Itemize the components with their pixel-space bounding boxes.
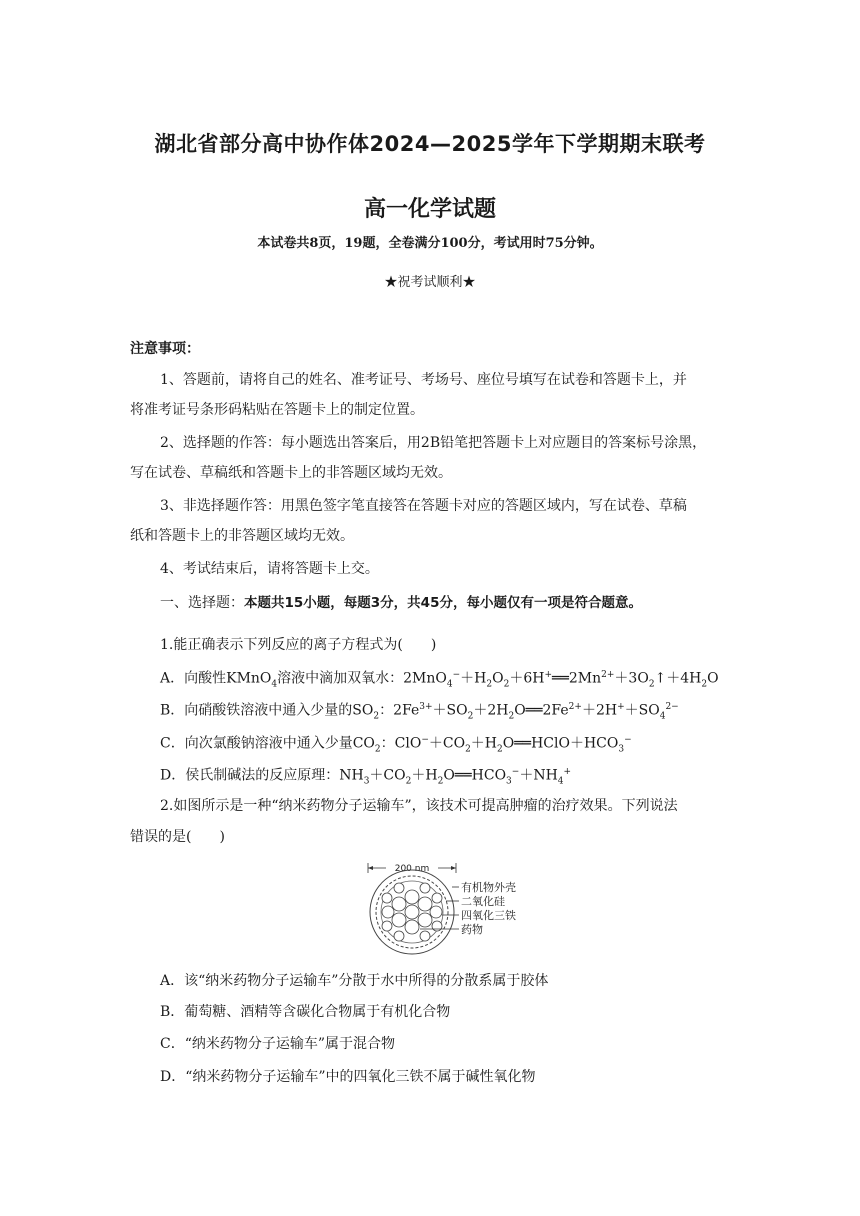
label-silica: 二氧化硅: [461, 895, 505, 908]
q1-option-d: D．侯氏制碱法的反应原理：$NH_3+CO_2+H_2O══HCO_3^-+NH_4^+$: [160, 767, 572, 787]
q1-stem: 1.能正确表示下列反应的离子方程式为( ): [160, 637, 437, 653]
exam-title: 湖北省部分高中协作体2024—2025学年下学期期末联考: [154, 132, 706, 156]
note-4: 4、考试结束后，请将答题卡上交。: [160, 561, 379, 577]
q2-option-b: B．葡萄糖、酒精等含碳化合物属于有机化合物: [160, 1004, 451, 1020]
q1-option-c: C．向次氯酸钠溶液中通入少量$CO_2$：$ClO^-+CO_2+H_2O══HClO+HCO_3^-$: [160, 735, 632, 755]
note-2b: 写在试卷、草稿纸和答题卡上的非答题区域均无效。: [130, 465, 452, 481]
note-2a: 2、选择题的作答：每小题选出答案后，用2B铅笔把答题卡上对应题目的答案标号涂黑，: [160, 435, 707, 451]
section-desc: 本题共15小题，每题3分，共45分，每小题仅有一项是符合题意。: [244, 595, 642, 611]
label-organic-shell: 有机物外壳: [461, 881, 516, 894]
good-luck-line: ★祝考试顺利★: [384, 275, 476, 290]
nano-carrier-figure: [362, 857, 562, 957]
q1-option-a: A．向酸性KMnO$_4$溶液中滴加双氧水：$2MnO_4^-+H_2O_2+6H^+══2Mn^{2+}+3O_2↑+4H_2O$: [160, 670, 719, 690]
label-drug: 药物: [461, 923, 483, 936]
notes-heading: 注意事项：: [130, 341, 200, 357]
q1-option-b: B．向硝酸铁溶液中通入少量的$SO_2$：$2Fe^{3+}+SO_2+2H_2O══2Fe^{2+}+2H^++SO_4^{2-}$: [160, 702, 679, 722]
q2-option-d: D．“纳米药物分子运输车”中的四氧化三铁不属于碱性氧化物: [160, 1069, 536, 1085]
note-3a: 3、非选择题作答：用黑色签字笔直接答在答题卡对应的答题区域内，写在试卷、草稿: [160, 498, 687, 514]
q2-option-a: A．该“纳米药物分子运输车”分散于水中所得的分散系属于胶体: [160, 973, 549, 989]
note-1b: 将准考证号条形码粘贴在答题卡上的制定位置。: [130, 402, 424, 418]
q2-stem-b: 错误的是( ): [130, 829, 225, 845]
q2-option-c: C．“纳米药物分子运输车”属于混合物: [160, 1036, 396, 1052]
section-prefix: 一、选择题：: [160, 595, 244, 611]
section-heading: [160, 592, 760, 614]
note-1a: 1、答题前，请将自己的姓名、准考证号、考场号、座位号填写在试卷和答题卡上，并: [160, 372, 687, 388]
exam-info: 本试卷共8页，19题，全卷满分100分，考试用时75分钟。: [257, 236, 603, 251]
q2-stem-a: 2.如图所示是一种“纳米药物分子运输车”，该技术可提高肿瘤的治疗效果。下列说法: [160, 798, 678, 814]
label-fe3o4: 四氧化三铁: [461, 909, 516, 922]
scale-label: 200 nm: [394, 864, 430, 874]
exam-subtitle: 高一化学试题: [363, 197, 496, 222]
note-3b: 纸和答题卡上的非答题区域均无效。: [130, 528, 354, 544]
